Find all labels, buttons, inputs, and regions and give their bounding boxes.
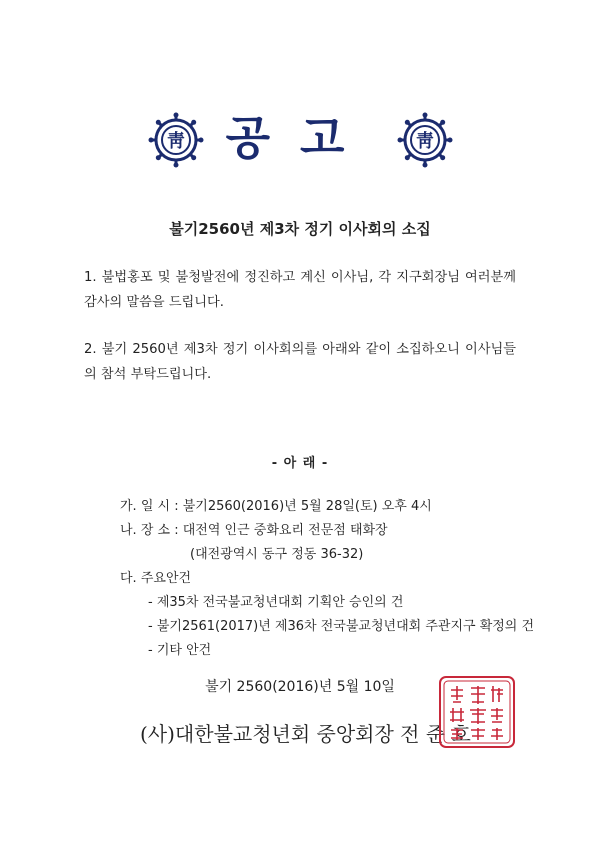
issue-date: 불기 2560(2016)년 5월 10일 (205, 679, 395, 695)
dharma-wheel-emblem-right (397, 112, 453, 168)
notice-title-char-2: 고 (300, 111, 375, 165)
detail-date: 가. 일 시 : 불기2560(2016)년 5월 28일(토) 오후 4시 (120, 499, 432, 514)
section-heading-details: - 아 래 - (271, 456, 329, 471)
paragraph-1: 1. 불법홍포 및 불청발전에 정진하고 계신 이사님, 각 지구회장님 여러분께 감사의 말씀을 드립니다. (84, 270, 516, 310)
notice-title-char-1: 공 (225, 111, 300, 165)
detail-agenda-heading: 다. 주요안건 (120, 571, 192, 586)
agenda-item: - 제35차 전국불교청년대회 기획안 승인의 건 (148, 595, 404, 610)
document-subject: 불기2560년 제3차 정기 이사회의 소집 (169, 220, 431, 238)
signature-line: (사)대한불교청년회 중앙회장 전 준 호 (140, 722, 471, 746)
agenda-item: - 불기2561(2017)년 제36차 전국불교청년대회 주관지구 확정의 건 (148, 619, 535, 634)
emblem-char: 靑 (167, 131, 185, 152)
official-seal-icon (437, 674, 517, 750)
paragraph-2: 2. 불기 2560년 제3차 정기 이사회의를 아래와 같이 소집하오니 이사님들의 참석 부탁드립니다. (84, 342, 516, 382)
notice-title (0, 108, 600, 168)
detail-place: 나. 장 소 : 대전역 인근 중화요리 전문점 태화장 (120, 523, 388, 538)
emblem-char: 靑 (416, 131, 434, 152)
agenda-item: - 기타 안건 (148, 643, 212, 658)
detail-place-address: (대전광역시 동구 정동 36-32) (190, 547, 364, 562)
